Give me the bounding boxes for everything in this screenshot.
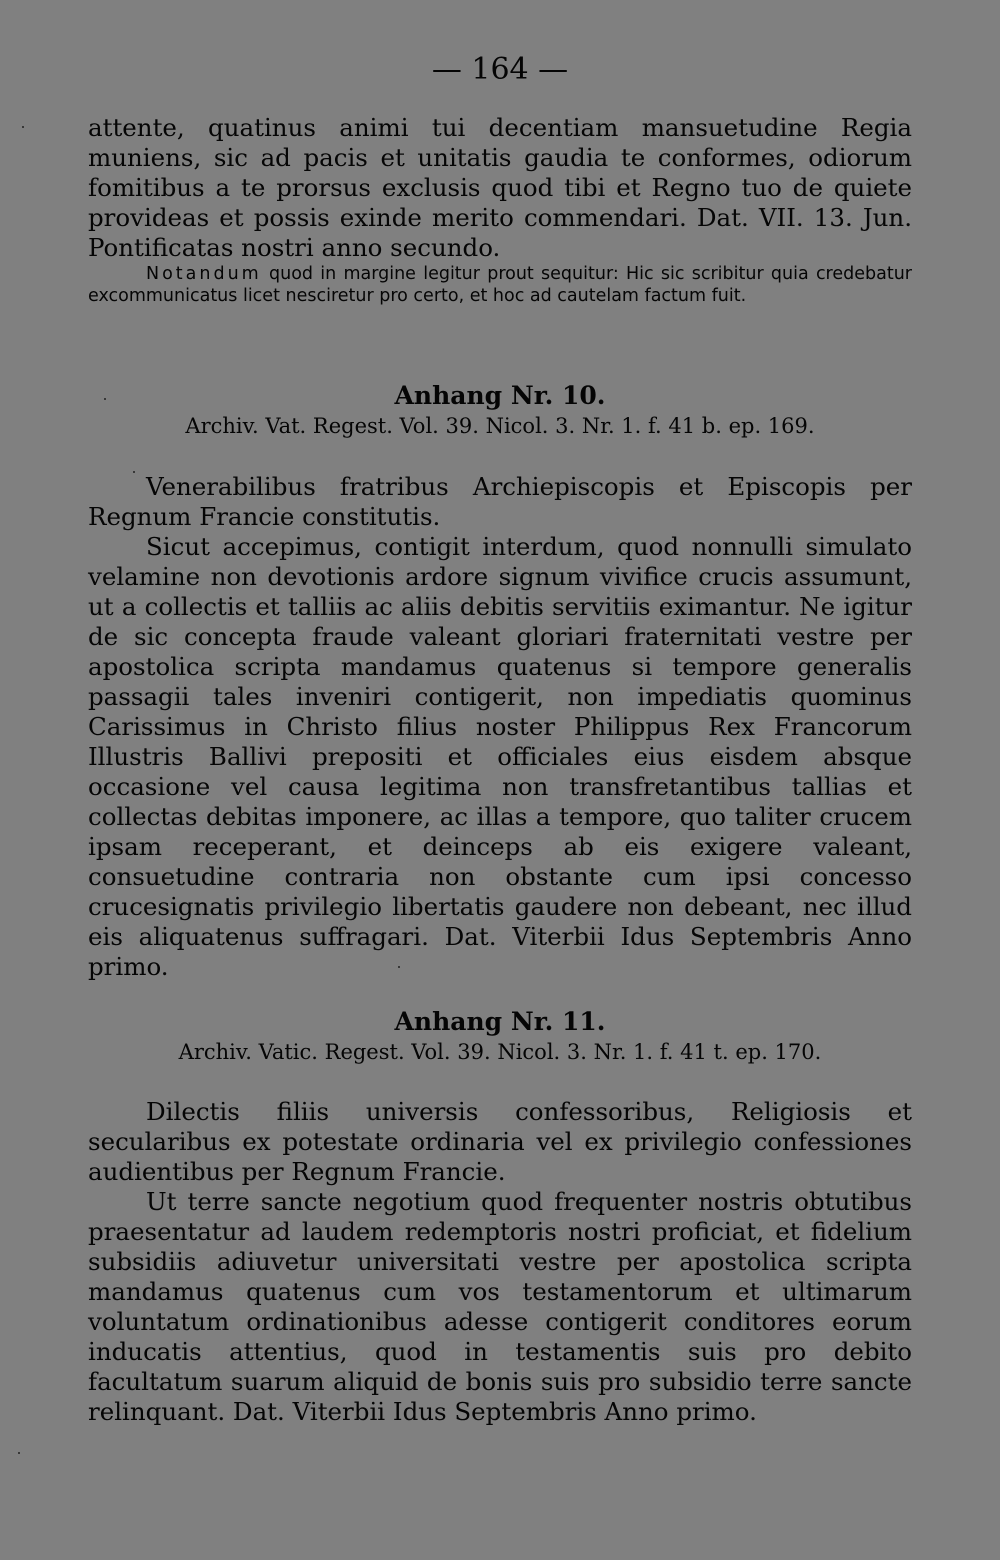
letter-address: Dilectis filiis universis confessoribus, Religiosis et secularibus ex potestate ordinaria vel ex privilegio confessiones audientibus per Regnum Francie. xyxy=(88,1097,912,1186)
archive-reference: Archiv. Vatic. Regest. Vol. 39. Nicol. 3. Nr. 1. f. 41 t. ep. 170. xyxy=(178,1040,822,1064)
letter-10 xyxy=(88,472,912,982)
margin-note xyxy=(88,263,912,307)
section-heading: Anhang Nr. 10. xyxy=(394,381,606,410)
intro-paragraph: attente, quatinus animi tui decentiam mansuetudine Regia muniens, sic ad pacis et unitatis gaudia te conformes, odiorum fomitibus a te prorsus exclusis quod tibi et Regno tuo de quiete provideas et possis exinde merito commendari. Dat. VII. 13. Jun. Pontificatas nostri anno secundo. xyxy=(88,113,912,262)
section-anhang-11 xyxy=(88,1006,912,1066)
letter-body: Sicut accepimus, contigit interdum, quod nonnulli simulato velamine non devotionis ardore signum vivifice crucis assumunt, ut a collectis et talliis ac aliis debitis servitiis eximantur. Ne igitur de sic concepta fraude valeant gloriari fraternitati vestre per apostolica scripta mandamus quatenus si tempore generalis passagii tales inveniri contigerit, non impediatis quominus Carissimus in Christo filius noster Philippus Rex Francorum Illustris Ballivi prepositi et officiales eius eisdem absque occasione vel causa legitima non transfretantibus tallias et collectas debitas imponere, ac illas a tempore, quo taliter crucem ipsam receperant, et deinceps ab eis exigere valeant, consuetudine contraria non obstante cum ipsi concesso crucesignatis privilegio libertatis gaudere non debeant, nec illud eis aliquatenus suffragari. Dat. Viterbii Idus Septembris Anno primo. xyxy=(88,532,912,981)
note-lead: Notandum xyxy=(146,264,262,284)
section-heading: Anhang Nr. 11. xyxy=(394,1007,606,1036)
intro-block xyxy=(88,113,912,307)
note-body: quod in margine legitur prout sequitur: Hic sic scribitur quia credebatur excommunicatus licet nesciretur pro certo, et hoc ad cautelam factum fuit. xyxy=(88,264,912,306)
section-anhang-10 xyxy=(88,380,912,440)
letter-11 xyxy=(88,1097,912,1427)
page-number: — 164 — xyxy=(431,52,569,87)
archive-reference: Archiv. Vat. Regest. Vol. 39. Nicol. 3. Nr. 1. f. 41 b. ep. 169. xyxy=(185,414,815,438)
letter-body: Ut terre sancte negotium quod frequenter nostris obtutibus praesentatur ad laudem redemptoris nostri proficiat, et fidelium subsidiis adiuvetur universitati vestre per apostolica scripta mandamus quatenus cum vos testamentorum et ultimarum voluntatum ordinationibus adesse contigerit conditores eorum inducatis attentius, quod in testamentis suis pro debito facultatum suarum aliquid de bonis suis pro subsidio terre sancte relinquant. Dat. Viterbii Idus Septembris Anno primo. xyxy=(88,1187,912,1426)
letter-address: Venerabilibus fratribus Archiepiscopis et Episcopis per Regnum Francie constitutis. xyxy=(88,472,912,531)
